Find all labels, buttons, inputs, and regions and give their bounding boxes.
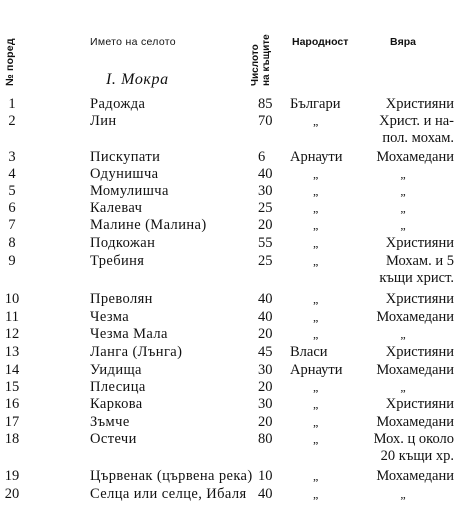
row-number: 17 <box>4 414 20 430</box>
table-row <box>0 235 454 252</box>
village-name: Преволян <box>90 291 153 307</box>
nationality: „ <box>313 292 319 306</box>
village-name: Требиня <box>90 253 145 269</box>
religion: „ <box>400 167 406 181</box>
nationality: „ <box>313 218 319 232</box>
house-count: 25 <box>258 253 273 269</box>
house-count: 20 <box>258 414 273 430</box>
religion: „ <box>400 487 406 501</box>
village-name: Пискупати <box>90 149 161 165</box>
house-count: 40 <box>258 486 273 502</box>
row-number: 10 <box>4 291 20 307</box>
header-house-count <box>250 34 272 86</box>
religion: Мохам. и 5 <box>386 253 454 269</box>
religion: Християни <box>385 235 454 251</box>
religion: къщи христ. <box>379 270 454 286</box>
table-row <box>0 344 454 361</box>
religion: пол. мохам. <box>382 130 454 146</box>
header-number: № поред <box>4 38 16 86</box>
nationality: Арнаути <box>290 149 343 165</box>
row-number: 15 <box>4 379 20 395</box>
village-name: Остечи <box>90 431 137 447</box>
house-count: 30 <box>258 183 273 199</box>
row-number: 14 <box>4 362 20 378</box>
religion: Мохамедани <box>376 309 454 325</box>
religion: „ <box>400 184 406 198</box>
row-number: 5 <box>8 183 16 199</box>
village-name: Радожда <box>90 96 146 112</box>
house-count: 45 <box>258 344 273 360</box>
nationality: „ <box>313 432 319 446</box>
nationality: „ <box>313 415 319 429</box>
nationality: Власи <box>290 344 328 360</box>
row-number: 16 <box>4 396 20 412</box>
nationality: „ <box>313 254 319 268</box>
village-name: Селца или селце, Ибаля <box>90 486 247 502</box>
village-name: Зъмче <box>90 414 130 430</box>
row-number: 6 <box>8 200 16 216</box>
header-religion: Вяра <box>390 36 416 48</box>
religion: Християни <box>385 96 454 112</box>
table-row <box>0 166 454 183</box>
house-count: 20 <box>258 379 273 395</box>
house-count: 40 <box>258 309 273 325</box>
village-name: Чезма Мала <box>90 326 168 342</box>
row-number: 12 <box>4 326 20 342</box>
religion: 20 къщи хр. <box>380 448 454 464</box>
row-number: 19 <box>4 468 20 484</box>
religion: Християни <box>385 291 454 307</box>
table-row <box>0 130 454 147</box>
row-number: 18 <box>4 431 20 447</box>
religion: Мох. ц около <box>373 431 454 447</box>
table-row <box>0 96 454 113</box>
table-row <box>0 217 454 234</box>
table-row <box>0 486 454 503</box>
religion: „ <box>400 218 406 232</box>
nationality: Българи <box>290 96 341 112</box>
nationality: „ <box>313 310 319 324</box>
religion: Християни <box>385 396 454 412</box>
table-row <box>0 149 454 166</box>
village-name: Цървенак (цървена река) <box>90 468 253 484</box>
village-name: Чезма <box>90 309 130 325</box>
house-count: 55 <box>258 235 273 251</box>
table-row <box>0 309 454 326</box>
nationality: „ <box>313 327 319 341</box>
table-row <box>0 468 454 485</box>
religion: „ <box>400 327 406 341</box>
nationality: „ <box>313 114 319 128</box>
table-row <box>0 291 454 308</box>
table-row <box>0 113 454 130</box>
table-row <box>0 448 454 465</box>
section-title: I. Мокра <box>106 71 169 88</box>
religion: Мохамедани <box>376 414 454 430</box>
house-count: 20 <box>258 217 273 233</box>
table-row <box>0 183 454 200</box>
row-number: 9 <box>8 253 16 269</box>
nationality: „ <box>313 236 319 250</box>
row-number: 4 <box>8 166 16 182</box>
nationality: Арнаути <box>290 362 343 378</box>
village-name: Калевач <box>90 200 143 216</box>
religion: Християни <box>385 344 454 360</box>
village-name: Одунишча <box>90 166 159 182</box>
nationality: „ <box>313 167 319 181</box>
village-name: Подкожан <box>90 235 156 251</box>
nationality: „ <box>313 469 319 483</box>
religion: Мохамедани <box>376 149 454 165</box>
row-number: 1 <box>8 96 16 112</box>
table-row <box>0 379 454 396</box>
row-number: 2 <box>8 113 16 129</box>
house-count: 30 <box>258 362 273 378</box>
house-count: 10 <box>258 468 273 484</box>
table-row <box>0 200 454 217</box>
header-house-count-line2: на къщите <box>261 34 272 86</box>
house-count: 25 <box>258 200 273 216</box>
religion: Мохамедани <box>376 468 454 484</box>
nationality: „ <box>313 380 319 394</box>
header-nationality: Народност <box>292 36 349 48</box>
village-name: Малине (Малина) <box>90 217 207 233</box>
house-count: 20 <box>258 326 273 342</box>
village-name: Каркова <box>90 396 143 412</box>
nationality: „ <box>313 201 319 215</box>
village-name: Момулишча <box>90 183 169 199</box>
village-name: Плесица <box>90 379 146 395</box>
table-row <box>0 270 454 287</box>
row-number: 7 <box>8 217 16 233</box>
house-count: 70 <box>258 113 273 129</box>
religion: Христ. и на- <box>379 113 454 129</box>
table-row <box>0 414 454 431</box>
table-row <box>0 396 454 413</box>
village-name: Лин <box>90 113 117 129</box>
nationality: „ <box>313 184 319 198</box>
village-name: Уидища <box>90 362 142 378</box>
religion: „ <box>400 201 406 215</box>
row-number: 13 <box>4 344 20 360</box>
row-number: 3 <box>8 149 16 165</box>
row-number: 11 <box>5 309 19 325</box>
table-row <box>0 362 454 379</box>
header-village-name: Името на селото <box>90 36 176 48</box>
house-count: 85 <box>258 96 273 112</box>
house-count: 6 <box>258 149 266 165</box>
house-count: 40 <box>258 291 273 307</box>
row-number: 20 <box>4 486 20 502</box>
header-house-count-line1: Числото <box>250 44 261 86</box>
table-row <box>0 431 454 448</box>
religion: „ <box>400 380 406 394</box>
nationality: „ <box>313 487 319 501</box>
village-name: Ланга (Лънга) <box>90 344 183 360</box>
religion: Мохамедани <box>376 362 454 378</box>
row-number: 8 <box>8 235 16 251</box>
table-row <box>0 326 454 343</box>
nationality: „ <box>313 397 319 411</box>
table-row <box>0 253 454 270</box>
house-count: 40 <box>258 166 273 182</box>
house-count: 30 <box>258 396 273 412</box>
house-count: 80 <box>258 431 273 447</box>
